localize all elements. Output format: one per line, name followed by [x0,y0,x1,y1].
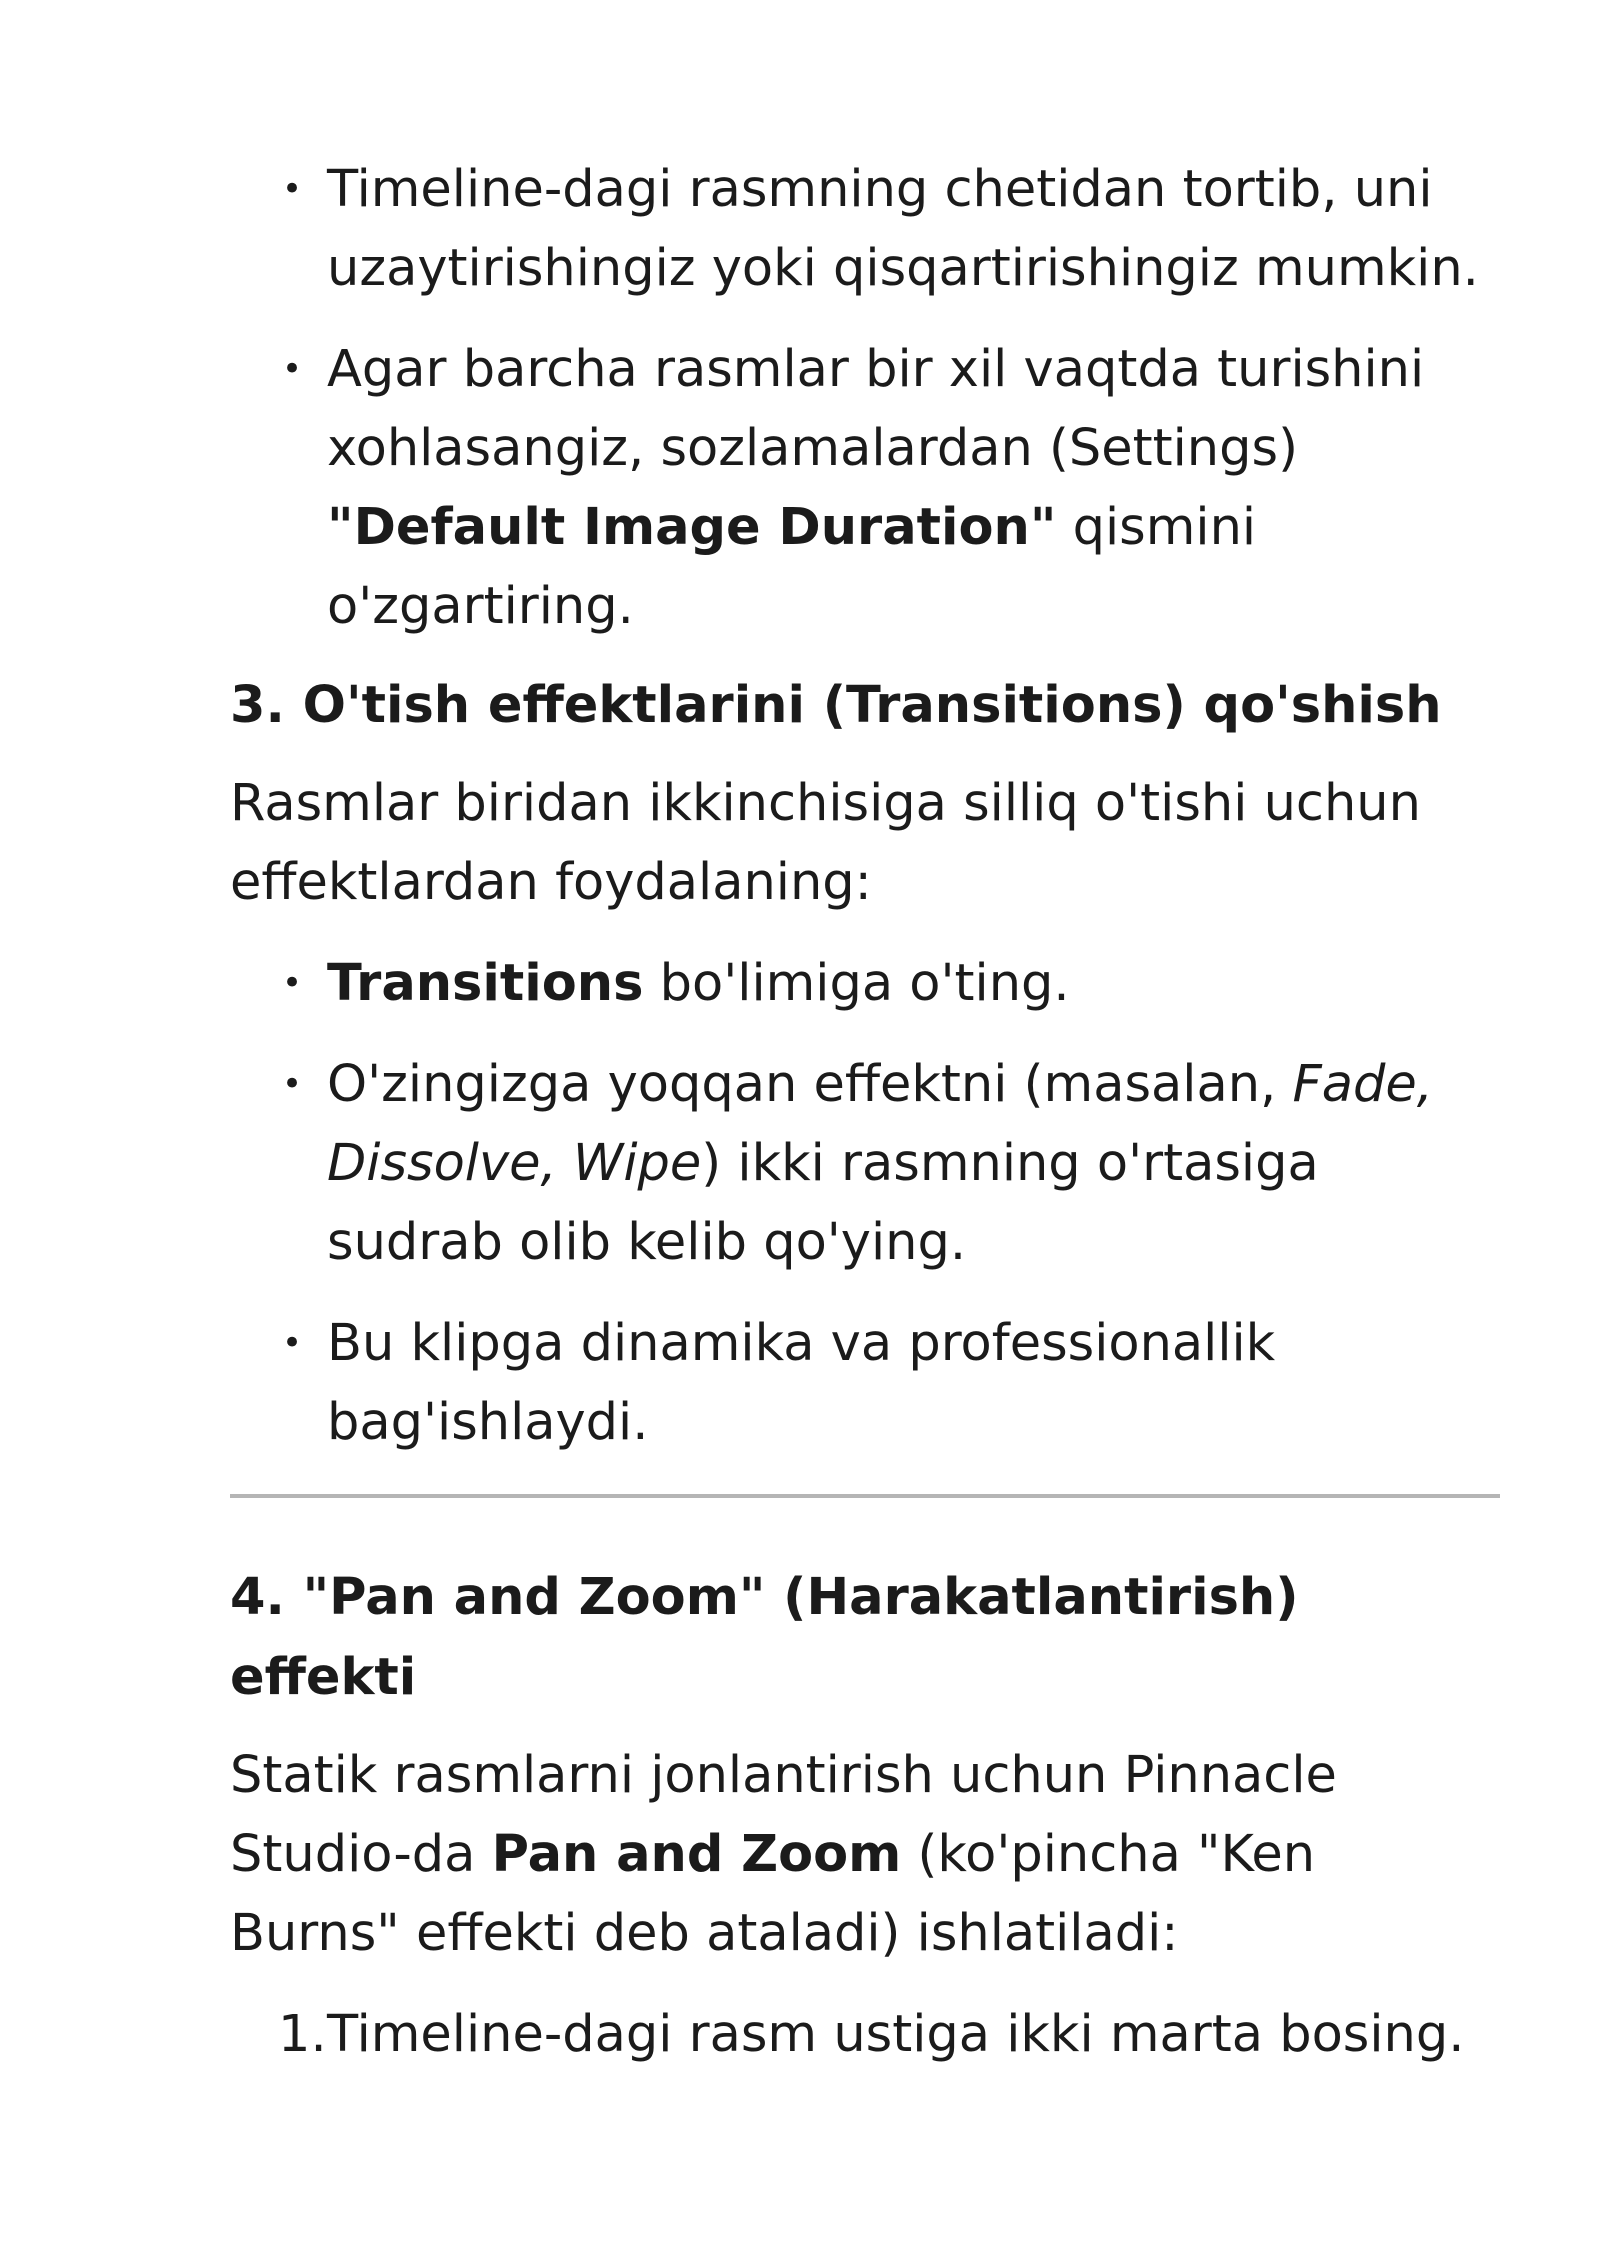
list-item-text: Timeline-dagi rasmning chetidan tortib, uni uzaytirishingiz yoki qisqartirishingiz mumkin. [327,160,1479,298]
menu-name: Transitions [327,954,644,1013]
effect-names: Fade, Dissolve, Wipe [327,1055,1434,1193]
list-item [230,1045,1500,1282]
section-pan-zoom [230,1558,1500,2074]
list-item [230,944,1500,1023]
setting-name: "Default Image Duration" [327,498,1057,557]
list-item-text: qismini o'zgartiring. [327,498,1257,636]
section-heading: 3. O'tish effektlarini (Transitions) qo'shish [230,676,1442,735]
list-item [230,150,1500,308]
section-intro [230,1736,1500,1973]
bullet-icon: • [282,169,303,209]
list-item-text: ) ikki rasmning o'rtasiga sudrab olib kelib qo'ying. [327,1134,1319,1272]
duration-list [230,150,1500,646]
transitions-list [230,944,1500,1462]
document-body [230,150,1500,2074]
intro-text: Statik rasmlarni jonlantirish uchun Pinnacle Studio-da [230,1746,1337,1884]
steps-list [230,1995,1500,2074]
feature-name: Pan and Zoom [491,1825,902,1884]
step-number: 1. [278,2005,327,2064]
section-intro: Rasmlar biridan ikkinchisiga silliq o'tishi uchun effektlardan foydalaning: [230,774,1421,912]
list-item-text: Bu klipga dinamika va professionallik bag'ishlaydi. [327,1314,1276,1452]
section-divider [230,1494,1500,1498]
list-item [230,1304,1500,1462]
section-heading: 4. "Pan and Zoom" (Harakatlantirish) effekti [230,1568,1299,1707]
bullet-icon: • [282,1323,303,1363]
bullet-icon: • [282,1064,303,1104]
bullet-icon: • [282,963,303,1003]
list-item-text: Agar barcha rasmlar bir xil vaqtda turishini xohlasangiz, sozlamalardan (Settings) [327,340,1425,478]
list-item-text: O'zingizga yoqqan effektni (masalan, [327,1055,1293,1114]
bullet-icon: • [282,349,303,389]
list-item-text: Timeline-dagi rasm ustiga ikki marta bosing. [327,2005,1465,2064]
duration-tips [230,150,1500,646]
section-transitions [230,666,1500,1462]
list-item-text: bo'limiga o'ting. [643,954,1070,1013]
intro-text: (ko'pincha "Ken Burns" effekti deb ataladi) ishlatiladi: [230,1825,1316,1963]
list-item [230,1995,1500,2074]
list-item [230,330,1500,646]
